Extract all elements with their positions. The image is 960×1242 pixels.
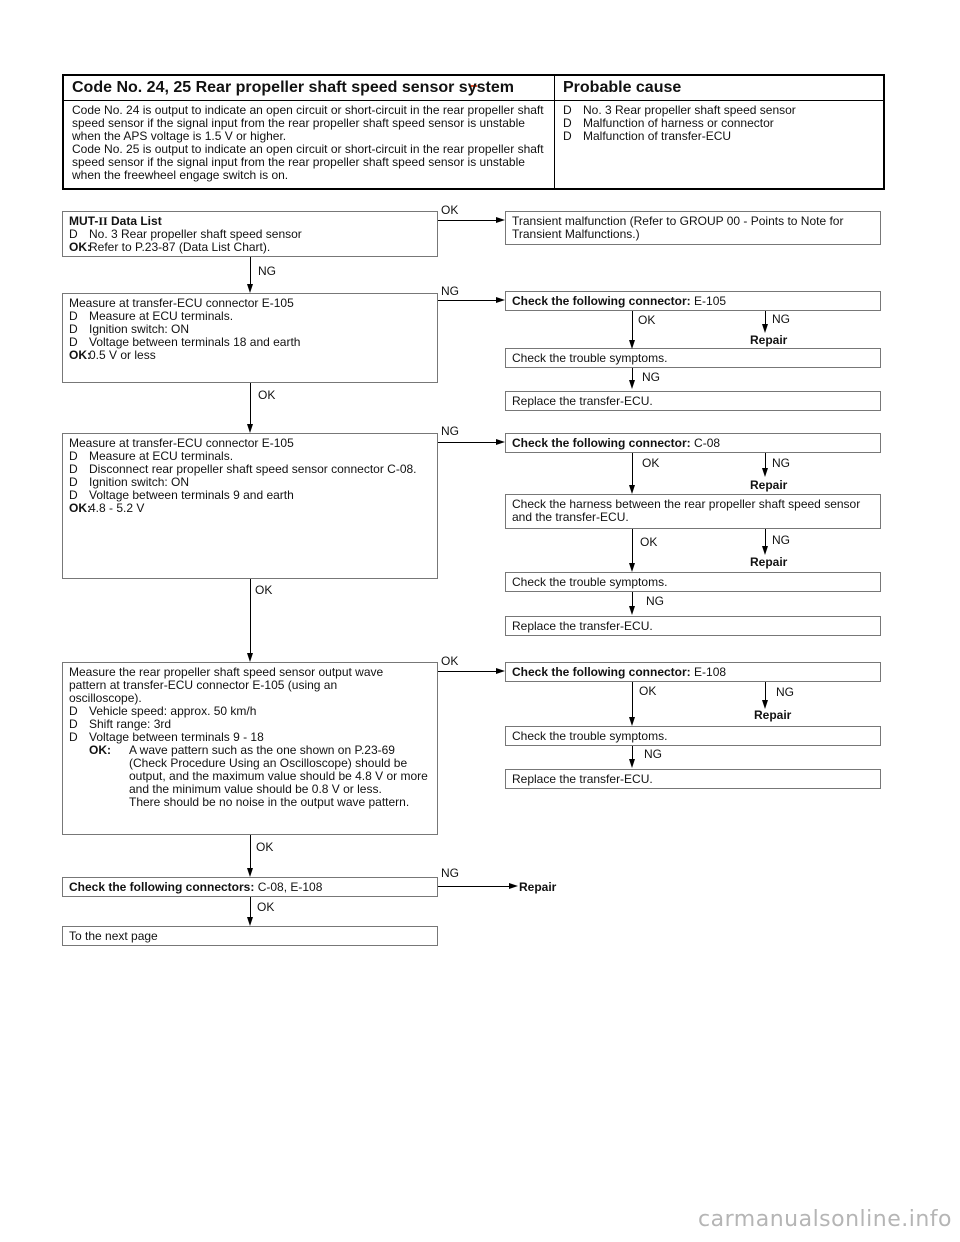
flow-label-ng: NG xyxy=(772,533,790,547)
step-title: MUT-II Data List xyxy=(69,214,162,228)
flow-line xyxy=(632,592,633,607)
arrow-head xyxy=(629,759,635,768)
arrow-head xyxy=(247,653,253,662)
step-measure-wave-pattern: Measure the rear propeller shaft speed sensor output wave pattern at transfer-ECU connector E-105 (using an oscilloscope). D Vehicle speed: approx. 50 km/h D Shift range: 3rd D Voltage between terminals 9 - 18 OK: A wave pattern such as the one shown on P.23-69 (Check Procedure Using an Oscilloscope) should be output, and the maximum value should be 4.8 V or more and the minimum value should be 0.8 V or less. There should be no noise in the output wave pattern. xyxy=(62,662,438,835)
probable-cause-title: Probable cause xyxy=(555,75,885,101)
cause-item: D No. 3 Rear propeller shaft speed sensor xyxy=(563,103,796,117)
flow-label-ng: NG xyxy=(772,456,790,470)
replace-transfer-ecu: Replace the transfer-ECU. xyxy=(505,391,881,411)
arrow-head xyxy=(496,668,505,674)
repair-label: Repair xyxy=(754,708,792,722)
step-measure-e105-b: Measure at transfer-ECU connector E-105 D Measure at ECU terminals. D Disconnect rear propeller shaft speed sensor connector C-08. D Ignition switch: ON D Voltage between terminals 9 and earth OK: 4.8 - 5.2 V xyxy=(62,433,438,579)
cause-list xyxy=(555,101,885,190)
arrow-head xyxy=(247,917,253,926)
flow-line xyxy=(632,453,633,485)
flow-label-ok: OK xyxy=(639,684,657,698)
step-next-page: To the next page xyxy=(62,926,438,946)
arrow-head xyxy=(496,439,505,445)
check-trouble-symptoms: Check the trouble symptoms. xyxy=(505,726,881,746)
cause-item: D Malfunction of transfer-ECU xyxy=(563,129,732,143)
arrow-head xyxy=(247,424,253,433)
step-measure-e105-a: Measure at transfer-ECU connector E-105 D Measure at ECU terminals. D Ignition switch: ON D Voltage between terminals 18 and earth OK: 0.5 V or less xyxy=(62,293,438,383)
arrow-head xyxy=(762,324,768,333)
flow-line xyxy=(250,897,251,917)
flow-label-ng: NG xyxy=(642,370,660,384)
check-connector-e108: Check the following connector: E-108 xyxy=(505,662,881,682)
flow-line xyxy=(438,300,496,301)
flow-label-ok: OK xyxy=(257,900,275,914)
flow-label-ng: NG xyxy=(441,866,459,880)
flow-line xyxy=(632,746,633,760)
arrow-head xyxy=(762,468,768,477)
bullet: D xyxy=(563,103,572,117)
code-table xyxy=(62,74,885,190)
code-title: Code No. 24, 25 Rear propeller shaft speed sensor system xyxy=(63,75,555,101)
flow-line xyxy=(250,383,251,424)
flow-label-ng: NG xyxy=(258,264,276,278)
arrow-head xyxy=(247,868,253,877)
code-description xyxy=(63,101,555,190)
description-text: Code No. 24 is output to indicate an open circuit or short-circuit in the rear propeller shaft speed sensor if the signal input from the rear propeller shaft speed sensor is unstable when the APS voltage is 1.5 V or higher. Code No. 25 is output to indicate an open circuit or short-circuit in the rear propeller shaft speed sensor if the signal input from the rear propeller shaft speed sensor is unstable when the freewheel engage switch is on. xyxy=(72,103,544,182)
flow-line xyxy=(632,682,633,717)
replace-transfer-ecu: Replace the transfer-ECU. xyxy=(505,616,881,636)
repair-label: Repair xyxy=(750,555,788,569)
flow-label-ok: OK xyxy=(255,583,273,597)
step-check-connectors: Check the following connectors: C-08, E-108 xyxy=(62,877,438,897)
flow-label-ng: NG xyxy=(644,747,662,761)
flow-label-ng: NG xyxy=(441,424,459,438)
arrow-head xyxy=(496,297,505,303)
repair-label: Repair xyxy=(519,880,557,894)
flow-label-ok: OK xyxy=(638,313,656,327)
flow-line xyxy=(438,671,496,672)
replace-transfer-ecu: Replace the transfer-ECU. xyxy=(505,769,881,789)
bullet: D xyxy=(563,116,572,130)
check-trouble-symptoms: Check the trouble symptoms. xyxy=(505,348,881,368)
flow-label-ng: NG xyxy=(646,594,664,608)
flow-line xyxy=(632,311,633,340)
arrow-head xyxy=(247,284,253,293)
arrow-head xyxy=(629,340,635,349)
repair-label: Repair xyxy=(750,333,788,347)
arrow-head xyxy=(762,546,768,555)
cause-item: D Malfunction of harness or connector xyxy=(563,116,774,130)
repair-label: Repair xyxy=(750,478,788,492)
flow-label-ng: NG xyxy=(772,312,790,326)
transient-malfunction-box: Transient malfunction (Refer to GROUP 00 - Points to Note for Transient Malfunctions.) xyxy=(505,211,881,245)
check-connector-e105: Check the following connector: E-105 xyxy=(505,291,881,311)
flow-line xyxy=(250,579,251,653)
flow-label-ok: OK xyxy=(640,535,658,549)
check-trouble-symptoms: Check the trouble symptoms. xyxy=(505,572,881,592)
check-connector-c08: Check the following connector: C-08 xyxy=(505,433,881,453)
flow-label-ng: NG xyxy=(441,284,459,298)
flow-label-ok: OK xyxy=(256,840,274,854)
flow-line xyxy=(438,220,496,221)
arrow-head xyxy=(509,883,518,889)
flow-label-ng: NG xyxy=(776,685,794,699)
arrow-head xyxy=(496,217,505,223)
watermark: carmanualsonline.info xyxy=(698,1207,952,1232)
arrow-head xyxy=(629,717,635,726)
check-harness: Check the harness between the rear propeller shaft speed sensor and the transfer-ECU. xyxy=(505,494,881,529)
flow-line xyxy=(438,886,510,887)
flow-label-ok: OK xyxy=(441,203,459,217)
flow-label-ok: OK xyxy=(441,654,459,668)
arrow-head xyxy=(629,606,635,615)
flow-label-ok: OK xyxy=(258,388,276,402)
flow-label-ok: OK xyxy=(642,456,660,470)
arrow-head xyxy=(629,380,635,389)
bullet: D xyxy=(563,129,572,143)
step-mut-data-list: MUT-II Data List D No. 3 Rear propeller shaft speed sensor OK: Refer to P.23-87 (Data List Chart). xyxy=(62,211,438,257)
flow-line xyxy=(250,257,251,284)
flow-line xyxy=(632,529,633,563)
flow-line xyxy=(438,442,496,443)
flow-line xyxy=(250,835,251,868)
arrow-head xyxy=(629,485,635,494)
arrow-head xyxy=(629,563,635,572)
